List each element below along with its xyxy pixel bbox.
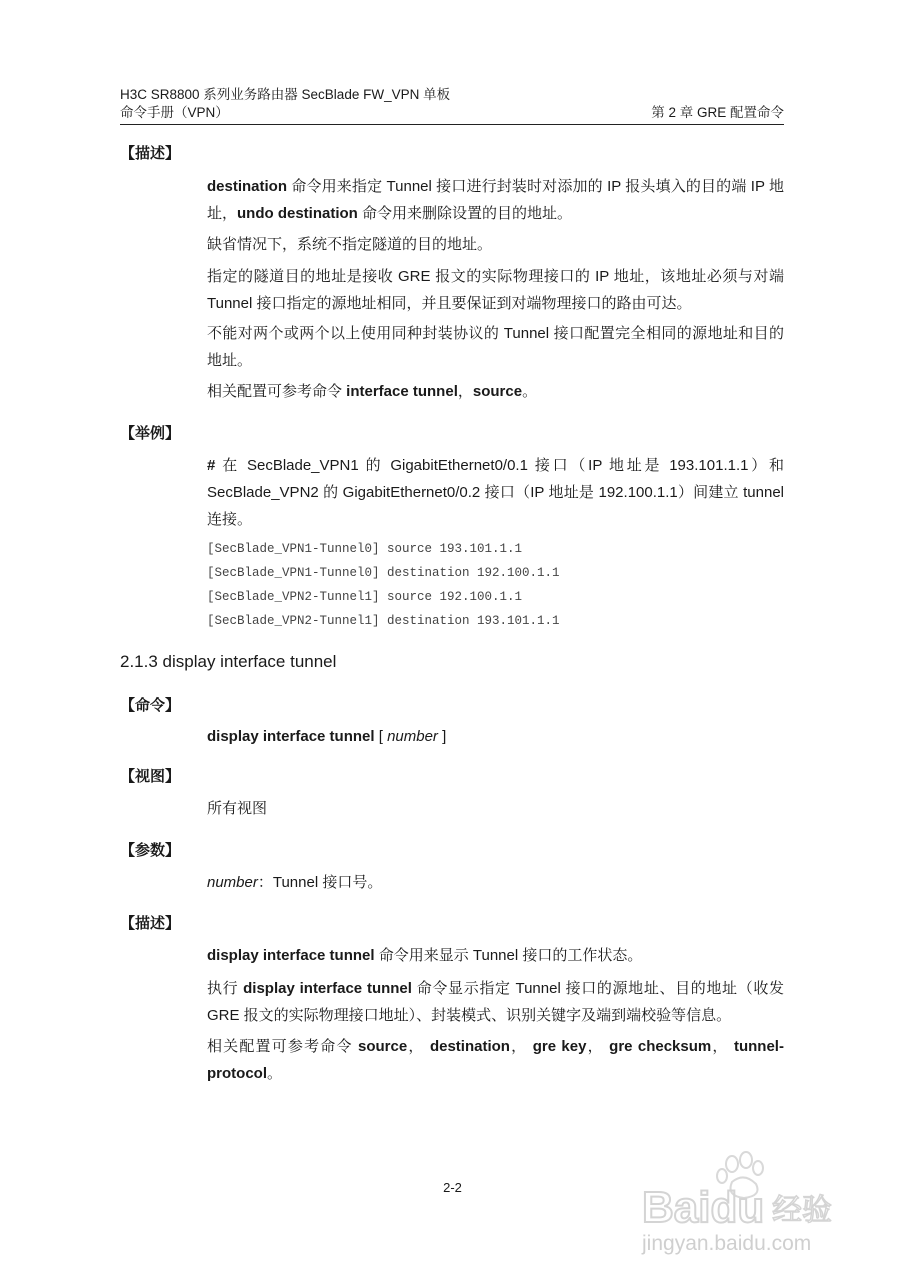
cmd-destination: destination <box>207 178 288 195</box>
description-para-1: destination 命令用来指定 Tunnel 接口进行封装时对添加的 IP 报头填入的目的端 IP 地址，undo destination 命令用来删除设置的目的地址。 <box>207 178 784 222</box>
description-para-3: 指定的隧道目的地址是接收 GRE 报文的实际物理接口的 IP 地址，该地址必须与对端 Tunnel 接口指定的源地址相同，并且要保证到对端物理接口的路由可达。 <box>207 268 784 312</box>
command-label: 【命令】 <box>120 697 181 714</box>
example-text: # 在 SecBlade_VPN1 的 GigabitEthernet0/0.1 接口（IP 地址是 193.101.1.1）和 SecBlade_VPN2 的 GigabitEthernet0/0.2 接口（IP 地址是 192.100.1.1）间建立 tunnel 连接。 <box>207 457 784 528</box>
page-header <box>120 86 784 122</box>
section-heading: 2.1.3 display interface tunnel <box>120 652 337 671</box>
view-label: 【视图】 <box>120 768 181 785</box>
example-label: 【举例】 <box>120 425 181 442</box>
parameter-label: 【参数】 <box>120 842 181 859</box>
view-text: 所有视图 <box>207 800 268 817</box>
watermark-brand-cn: 经验 <box>772 1193 832 1228</box>
description-label: 【描述】 <box>120 145 181 162</box>
description-para-4: 不能对两个或两个以上使用同种封装协议的 Tunnel 接口配置完全相同的源地址和目的地址。 <box>207 325 784 369</box>
header-divider <box>120 124 784 125</box>
description2-para-1: display interface tunnel 命令用来显示 Tunnel 接口的工作状态。 <box>207 947 643 964</box>
parameter-text: number：Tunnel 接口号。 <box>207 874 383 891</box>
code-line: [SecBlade_VPN1-Tunnel0] source 193.101.1.1 <box>207 542 523 556</box>
description2-para-3: 相关配置可参考命令 source， destination， gre key， gre checksum， tunnel-protocol。 <box>207 1038 784 1082</box>
command-syntax: display interface tunnel [ number ] <box>207 728 447 745</box>
description2-para-2: 执行 display interface tunnel 命令显示指定 Tunnel 接口的源地址、目的地址（收发 GRE 报文的实际物理接口地址）、封装模式、识别关键字及端到端校验等信息。 <box>207 980 784 1024</box>
baidu-jingyan-watermark <box>640 1150 850 1260</box>
header-chapter: 第 2 章 GRE 配置命令 <box>651 105 784 120</box>
description-label-2: 【描述】 <box>120 915 181 932</box>
cmd-source: source <box>472 383 523 400</box>
watermark-url: jingyan.baidu.com <box>642 1232 812 1255</box>
cmd-undo-destination: undo destination <box>237 205 358 222</box>
baidu-paw-logo-icon <box>640 1150 850 1260</box>
code-line: [SecBlade_VPN1-Tunnel0] destination 192.100.1.1 <box>207 566 560 580</box>
page-number: 2-2 <box>443 1180 462 1195</box>
code-line: [SecBlade_VPN2-Tunnel1] source 192.100.1.1 <box>207 590 523 604</box>
header-title: H3C SR8800 系列业务路由器 SecBlade FW_VPN 单板 <box>120 87 451 102</box>
header-subtitle: 命令手册（VPN） <box>120 105 229 120</box>
description-para-5: 相关配置可参考命令 interface tunnel，source。 <box>207 383 538 400</box>
description-para-2: 缺省情况下，系统不指定隧道的目的地址。 <box>207 236 493 253</box>
watermark-brand: Baidu <box>642 1183 765 1232</box>
cmd-interface-tunnel: interface tunnel <box>346 383 458 400</box>
code-line: [SecBlade_VPN2-Tunnel1] destination 193.101.1.1 <box>207 614 560 628</box>
